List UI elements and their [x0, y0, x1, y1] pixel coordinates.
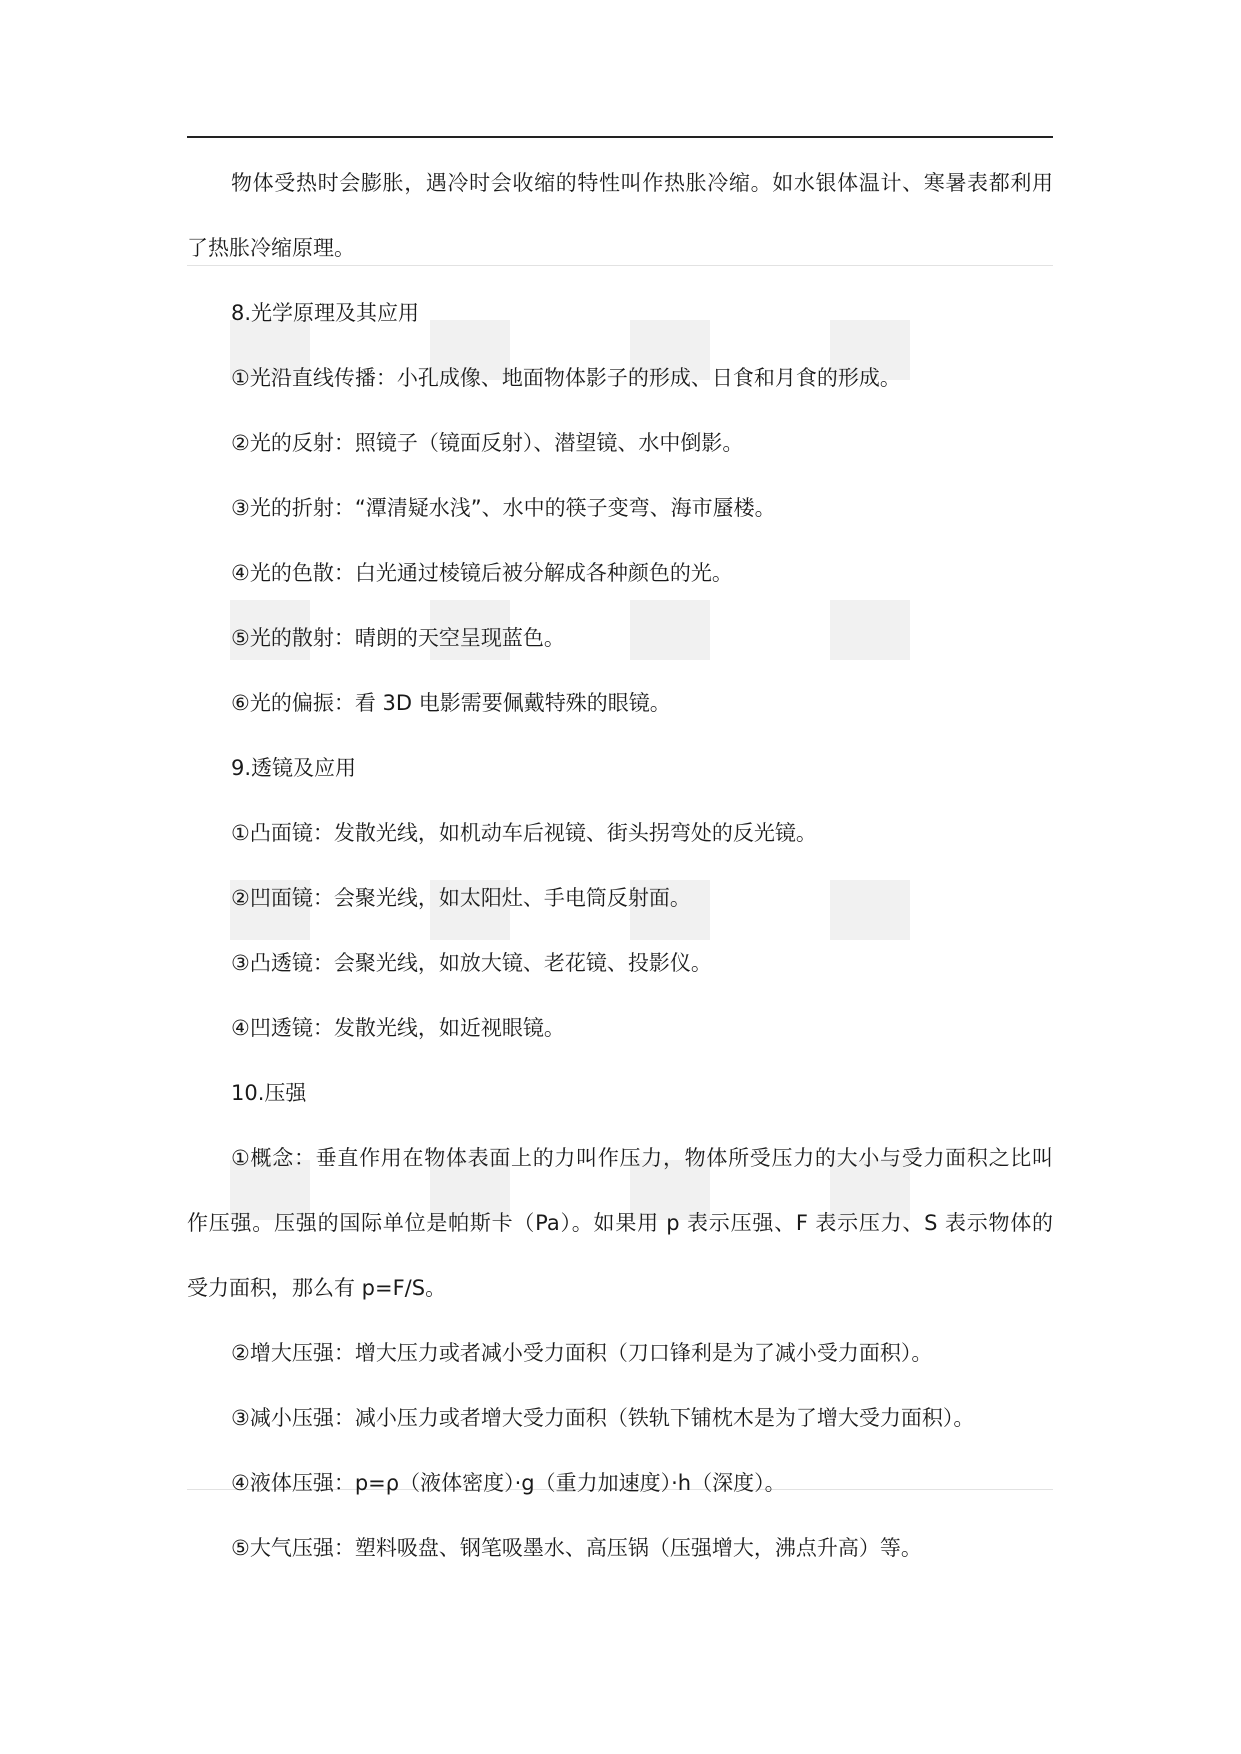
- optics-item-5: ⑤光的散射：晴朗的天空呈现蓝色。: [231, 626, 565, 650]
- heading-lenses: 9.透镜及应用: [231, 756, 357, 780]
- pressure-concept-line3: 受力面积，那么有 p=F/S。: [187, 1276, 447, 1300]
- optics-item-3: ③光的折射：“潭清疑水浅”、水中的筷子变弯、海市蜃楼。: [231, 496, 776, 520]
- lens-item-1: ①凸面镜：发散光线，如机动车后视镜、街头拐弯处的反光镜。: [231, 821, 817, 845]
- paragraph-thermal-expansion-line1: 物体受热时会膨胀，遇冷时会收缩的特性叫作热胀冷缩。如水银体温计、寒暑表都利用: [231, 171, 1053, 195]
- optics-item-1: ①光沿直线传播：小孔成像、地面物体影子的形成、日食和月食的形成。: [231, 366, 901, 390]
- lens-item-3: ③凸透镜：会聚光线，如放大镜、老花镜、投影仪。: [231, 951, 712, 975]
- lens-item-2: ②凹面镜：会聚光线，如太阳灶、手电筒反射面。: [231, 886, 691, 910]
- heading-optics: 8.光学原理及其应用: [231, 301, 420, 325]
- pressure-concept-line2: 作压强。压强的国际单位是帕斯卡（Pa）。如果用 p 表示压强、F 表示压力、S 表示物体的: [187, 1211, 1053, 1235]
- pressure-item-3: ③减小压强：减小压力或者增大受力面积（铁轨下铺枕木是为了增大受力面积）。: [231, 1406, 975, 1430]
- paragraph-thermal-expansion-line2: 了热胀冷缩原理。: [187, 236, 355, 260]
- pressure-item-4: ④液体压强：p=ρ（液体密度）·g（重力加速度）·h（深度）。: [231, 1471, 786, 1495]
- optics-item-6: ⑥光的偏振：看 3D 电影需要佩戴特殊的眼镜。: [231, 691, 671, 715]
- lens-item-4: ④凹透镜：发散光线，如近视眼镜。: [231, 1016, 565, 1040]
- pressure-item-5: ⑤大气压强：塑料吸盘、钢笔吸墨水、高压锅（压强增大，沸点升高）等。: [231, 1536, 922, 1560]
- heading-pressure: 10.压强: [231, 1081, 307, 1105]
- pressure-item-2: ②增大压强：增大压力或者减小受力面积（刀口锋利是为了减小受力面积）。: [231, 1341, 933, 1365]
- faint-divider-upper: [187, 265, 1053, 266]
- header-rule: [187, 136, 1053, 138]
- pressure-concept-line1: ①概念：垂直作用在物体表面上的力叫作压力，物体所受压力的大小与受力面积之比叫: [231, 1146, 1053, 1170]
- optics-item-2: ②光的反射：照镜子（镜面反射）、潜望镜、水中倒影。: [231, 431, 744, 455]
- optics-item-4: ④光的色散：白光通过棱镜后被分解成各种颜色的光。: [231, 561, 733, 585]
